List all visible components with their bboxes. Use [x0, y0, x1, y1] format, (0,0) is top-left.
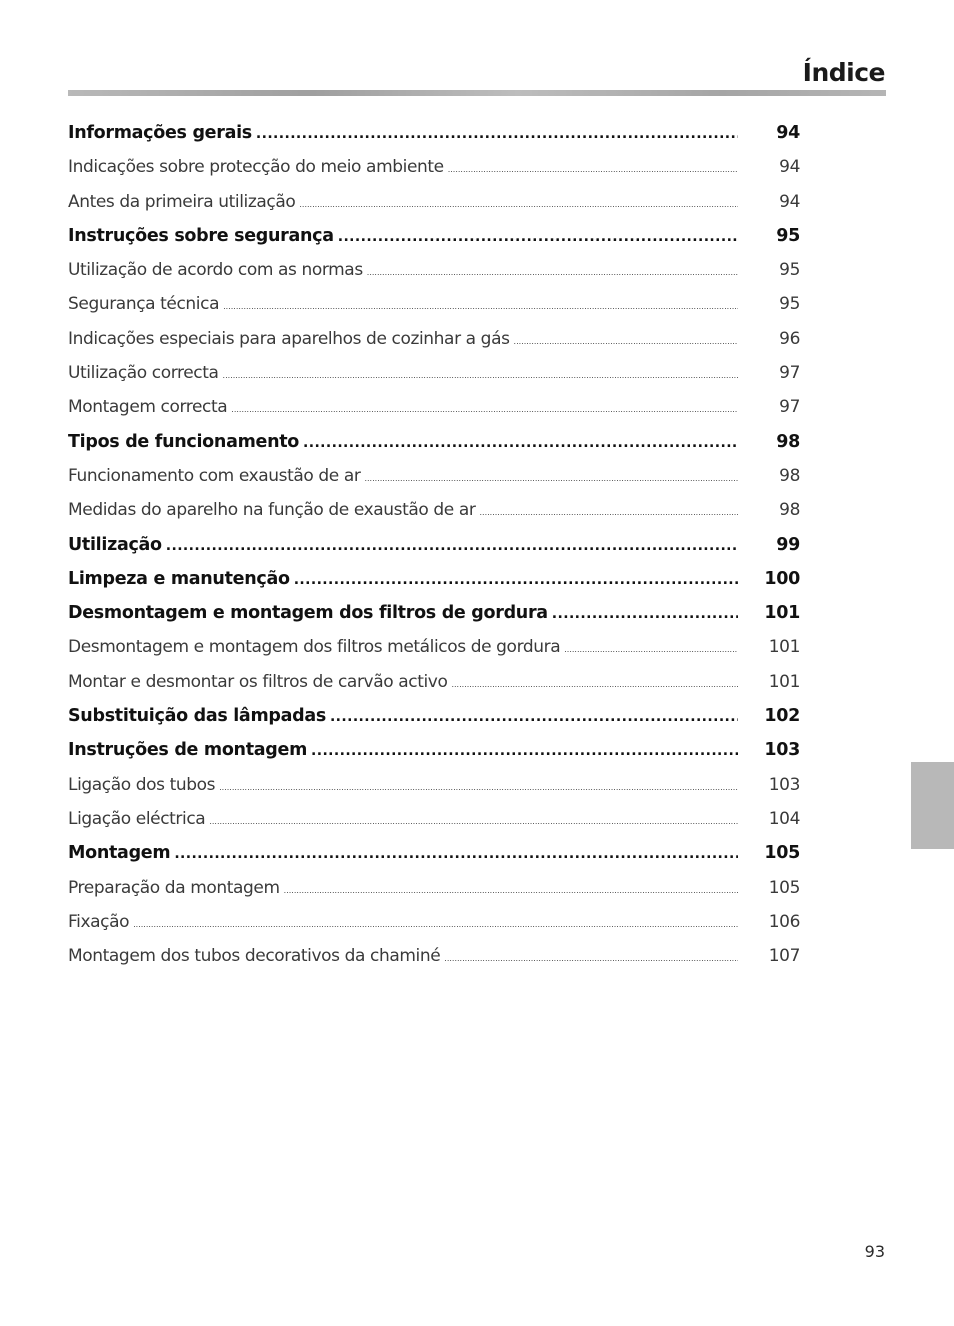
- toc-entry-label: Preparação da montagem: [68, 877, 280, 898]
- toc-entry-label: Ligação dos tubos: [68, 774, 216, 795]
- side-section-tab: [911, 762, 954, 849]
- page-title: Índice: [802, 58, 885, 87]
- toc-leader-dots: [311, 734, 738, 767]
- toc-entry[interactable]: [68, 185, 800, 219]
- toc-entry-page: 97: [779, 397, 800, 418]
- toc-entry-page: 101: [768, 637, 800, 658]
- toc-entry[interactable]: [68, 836, 800, 870]
- toc-entry-page: 98: [776, 431, 800, 452]
- toc-entry-label: Antes da primeira utilização: [68, 191, 296, 212]
- toc-entry-page: 101: [768, 671, 800, 692]
- toc-entry-label: Medidas do aparelho na função de exaustão de ar: [68, 500, 476, 521]
- toc-entry[interactable]: [68, 253, 800, 287]
- toc-leader-dots: [479, 496, 738, 527]
- toc-entry[interactable]: [68, 733, 800, 767]
- toc-leader-dots: [223, 290, 738, 321]
- toc-entry[interactable]: [68, 322, 800, 356]
- toc-entry-label: Indicações especiais para aparelhos de cozinhar a gás: [68, 328, 510, 349]
- toc-entry-page: 106: [768, 911, 800, 932]
- toc-leader-dots: [451, 668, 738, 699]
- toc-entry-label: Fixação: [68, 911, 130, 932]
- toc-leader-dots: [444, 942, 738, 973]
- toc-entry-page: 95: [776, 225, 800, 246]
- toc-entry[interactable]: [68, 871, 800, 905]
- toc-entry-page: 95: [779, 294, 800, 315]
- toc-entry-page: 103: [768, 774, 800, 795]
- toc-leader-dots: [231, 393, 738, 424]
- toc-entry[interactable]: [68, 665, 800, 699]
- toc-entry[interactable]: [68, 493, 800, 527]
- toc-entry-label: Tipos de funcionamento: [68, 431, 300, 452]
- toc-entry-label: Desmontagem e montagem dos filtros de gordura: [68, 603, 548, 624]
- toc-entry-label: Utilização correcta: [68, 363, 219, 384]
- toc-entry[interactable]: [68, 905, 800, 939]
- title-rule: [68, 90, 886, 96]
- toc-leader-dots: [219, 771, 738, 802]
- toc-leader-dots: [552, 597, 738, 630]
- toc-leader-dots: [364, 462, 738, 493]
- toc-entry-label: Instruções de montagem: [68, 740, 308, 761]
- toc-leader-dots: [133, 908, 738, 939]
- toc-entry[interactable]: [68, 802, 800, 836]
- toc-entry[interactable]: [68, 939, 800, 973]
- toc-entry[interactable]: [68, 219, 800, 253]
- toc-entry-page: 105: [764, 843, 800, 864]
- toc-entry-label: Instruções sobre segurança: [68, 225, 334, 246]
- toc-entry[interactable]: [68, 116, 800, 150]
- toc-entry-page: 99: [776, 534, 800, 555]
- toc-entry-label: Montar e desmontar os filtros de carvão activo: [68, 671, 448, 692]
- toc-entry-page: 107: [768, 946, 800, 967]
- toc-entry-page: 100: [764, 568, 800, 589]
- toc-entry[interactable]: [68, 528, 800, 562]
- toc-entry-page: 95: [779, 260, 800, 281]
- toc-entry-label: Limpeza e manutenção: [68, 568, 290, 589]
- toc-entry-page: 98: [779, 465, 800, 486]
- toc-entry-page: 101: [764, 603, 800, 624]
- toc-entry-label: Montagem dos tubos decorativos da chaminé: [68, 946, 441, 967]
- toc-entry[interactable]: [68, 150, 800, 184]
- toc-leader-dots: [256, 117, 738, 150]
- toc-leader-dots: [330, 700, 738, 733]
- toc-entry-page: 98: [779, 500, 800, 521]
- toc-entry-label: Funcionamento com exaustão de ar: [68, 465, 361, 486]
- toc-entry-page: 104: [768, 808, 800, 829]
- toc-entry[interactable]: [68, 287, 800, 321]
- toc-leader-dots: [448, 153, 738, 184]
- toc-entry[interactable]: [68, 356, 800, 390]
- toc-leader-dots: [284, 874, 738, 905]
- toc-entry[interactable]: [68, 630, 800, 664]
- toc-entry-label: Ligação eléctrica: [68, 808, 206, 829]
- table-of-contents: [68, 116, 800, 973]
- toc-entry-page: 105: [768, 877, 800, 898]
- toc-entry[interactable]: [68, 768, 800, 802]
- toc-entry-label: Substituição das lâmpadas: [68, 706, 326, 727]
- toc-leader-dots: [223, 359, 738, 390]
- toc-leader-dots: [166, 529, 738, 562]
- toc-entry-label: Montagem: [68, 843, 171, 864]
- toc-entry[interactable]: [68, 699, 800, 733]
- toc-leader-dots: [514, 325, 738, 356]
- toc-entry-page: 97: [779, 363, 800, 384]
- toc-entry-page: 103: [764, 740, 800, 761]
- toc-leader-dots: [299, 188, 738, 219]
- toc-entry[interactable]: [68, 425, 800, 459]
- toc-entry-label: Utilização de acordo com as normas: [68, 260, 363, 281]
- toc-entry-page: 94: [776, 123, 800, 143]
- toc-entry-label: Utilização: [68, 534, 162, 555]
- toc-leader-dots: [367, 256, 738, 287]
- toc-entry[interactable]: [68, 459, 800, 493]
- toc-entry-label: Informações gerais: [68, 123, 252, 143]
- toc-leader-dots: [564, 633, 738, 664]
- toc-leader-dots: [303, 426, 738, 459]
- toc-entry-page: 94: [779, 191, 800, 212]
- toc-entry-label: Indicações sobre protecção do meio ambiente: [68, 157, 444, 178]
- toc-entry-page: 94: [779, 157, 800, 178]
- toc-entry-label: Segurança técnica: [68, 294, 220, 315]
- toc-leader-dots: [209, 805, 738, 836]
- toc-entry-page: 102: [764, 706, 800, 727]
- toc-entry[interactable]: [68, 562, 800, 596]
- toc-leader-dots: [338, 220, 738, 253]
- toc-entry-label: Desmontagem e montagem dos filtros metálicos de gordura: [68, 637, 561, 658]
- page-number: 93: [864, 1242, 885, 1261]
- toc-leader-dots: [174, 837, 738, 870]
- toc-entry-label: Montagem correcta: [68, 397, 228, 418]
- toc-entry[interactable]: [68, 596, 800, 630]
- toc-entry[interactable]: [68, 390, 800, 424]
- toc-entry-page: 96: [779, 328, 800, 349]
- toc-leader-dots: [294, 563, 738, 596]
